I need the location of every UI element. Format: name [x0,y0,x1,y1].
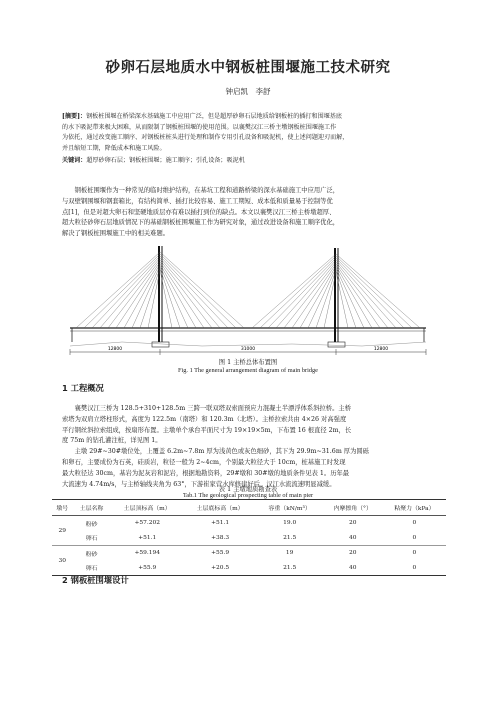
section1-line: 和卵石，主要成份为石英，硅质岩，粒径一般为 2~4cm，个别最大粒径大于 10cm，桩基施工时发现 [62,458,346,466]
section1-line: 主墩 29#~30#墩位处，上覆盖 6.2m~7.8m 厚为浅黄色或灰色细砂，其下为 29.9m~31.6m 厚为圆砾 [74,448,369,456]
table-cell: +51.1 [211,520,230,527]
table-cell: 21.5 [257,561,323,576]
table-cell: +38.3 [184,531,257,546]
intro-line: 钢板桩围堰作为一种常见的临时维护结构，在基坑工程和道路桥梁的深水基础施工中应用广泛， [74,187,340,194]
figure-caption-en: Fig. 1 The general arrangement diagram of main bridge [178,367,318,374]
table-header-cell: 粘聚力（kPa） [383,500,446,516]
table-cell: 0 [383,531,446,546]
table-cell: 卵石 [73,531,111,546]
intro-line: 解决了钢板桩围堰施工中的相关难题。 [62,230,170,238]
intro-paragraph [62,186,438,240]
pier-cell: 30 [52,546,73,576]
table-cell: 粉砂 [85,521,98,528]
table-header-cell: 内摩擦角（°） [323,500,383,516]
table-cell: 19.0 [283,520,297,527]
intro-line: 点[1]，但是对超大卵石和坚硬地质层亦有难以插打到位的缺点。本文以襄樊汉江三桥主桥墩超厚、 [62,208,336,216]
table-header-cell: 墩号 [52,500,73,516]
table-cell: +57.202 [134,520,160,527]
table-caption-cn: 表 1 主墩地质勘查表 [218,486,278,493]
geology-table [52,499,446,576]
keywords-text: 超厚砂卵石层；钢板桩围堰；施工顺序；引孔设备；吸泥机 [86,157,245,165]
section-heading-1: 1 工程概况 [62,383,104,393]
table-cell: 21.5 [257,531,323,546]
bridge-arrangement-figure [62,238,434,358]
table-row [52,516,446,531]
intro-line: 超大粒径砂卵石层地质情况下的基础钢板桩围堰施工作为研究对象，通过改进设备和施工顺序优化， [62,219,340,227]
section1-paragraph [62,404,438,490]
table-cell: +20.5 [184,561,257,576]
table-caption-en: Tab.1 The geological prospecting table of main pier [182,492,314,499]
abstract-line: 为依托，通过改变施工顺序、对钢板桩桩头进行处理和制作专用引孔设备和吸泥机，使上述问题迎刃而解， [62,134,349,142]
table-cell: +51.1 [111,531,184,546]
dimension-label: 31000 [240,347,256,352]
table-cell: +59.194 [134,550,160,557]
table-cell: 0 [412,520,417,527]
abstract-line: 的水下吸泥带来极大困难，从而限制了钢板桩围堰的使用范围。以襄樊汉江三桥主墩钢板桩围堰施工作 [62,123,337,131]
section1-line: 襄樊汉江三桥为 128.5+310+128.5m 三跨一联双塔双索面预应力混凝土半漂浮体系斜拉桥。主桥 [74,405,351,412]
section1-line: 最大粒径达 30cm，基岩为泥灰岩和泥岩，根据地勘资料，29#墩和 30#墩的地质条件见表 1。历年最 [62,469,350,477]
abstract [62,112,434,167]
table-header-cell: 土层底标高（m） [184,500,257,516]
table-cell: +55.9 [111,561,184,576]
abstract-line: [摘要]：钢板桩围堰在桥梁深水基础施工中应用广泛，但是超厚砂卵石层地质给钢板桩的插打和围堰基底 [62,113,342,120]
table-cell: +55.9 [211,550,230,557]
dimension-label: 12800 [107,347,123,352]
keywords-label: 关键词： [62,157,87,165]
section1-line: 大流速为 4.74m/s，与主桥轴线夹角为 63°，下游崔家营水库修建好后，汉江水流流速明显减缓。 [62,480,336,488]
table-cell: 20 [349,550,357,557]
abstract-line: 并且缩短工期，降低成本和施工风险。 [62,144,166,152]
section1-line: 度 75m 的钻孔灌注桩，详见图 1。 [62,437,162,445]
table-header-cell: 土层顶标高（m） [111,500,184,516]
section1-line: 索塔为双肩立塔柱形式，高度为 122.5m（南塔）和 120.3m（北塔）。主桥拉索共由 4×26 对高强度 [62,415,347,423]
pier-cell: 29 [52,516,73,546]
intro-line: 与双壁钢围堰和钢套箱比，有结构简单、插打比较容易、施工工期短、成本低和质量易于控制等优 [62,197,333,205]
section1-line: 平行钢丝斜拉索组成，按扇形布置。主墩单个承台平面尺寸为 19×19×5m，下布置 16 根直径 2m，长 [62,426,352,434]
figure-caption-cn: 图 1 主桥总体布置图 [218,359,278,366]
table-row [52,546,446,561]
table-cell: 0 [383,561,446,576]
table-cell: 19 [285,550,294,557]
table-cell: 0 [412,550,417,557]
table-cell: 卵石 [73,561,111,576]
table-cell: 20 [349,520,357,527]
section-heading-2: 2 钢板桩围堰设计 [62,575,129,585]
paper-title: 砂卵石层地质水中钢板桩围堰施工技术研究 [105,59,391,76]
authors: 钟启凯 李舒 [225,87,271,96]
table-cell: 粉砂 [85,551,98,558]
table-row [52,531,446,546]
table-cell: 40 [323,531,383,546]
table-header-cell: 容重（kN/m³） [257,500,323,516]
table-header-row [52,500,446,516]
keywords [62,156,434,167]
table-cell: 40 [323,561,383,576]
abstract-label: [摘要]： [62,113,87,120]
dimension-label: 12800 [373,347,389,352]
table-header-cell: 土层名称 [73,500,111,516]
